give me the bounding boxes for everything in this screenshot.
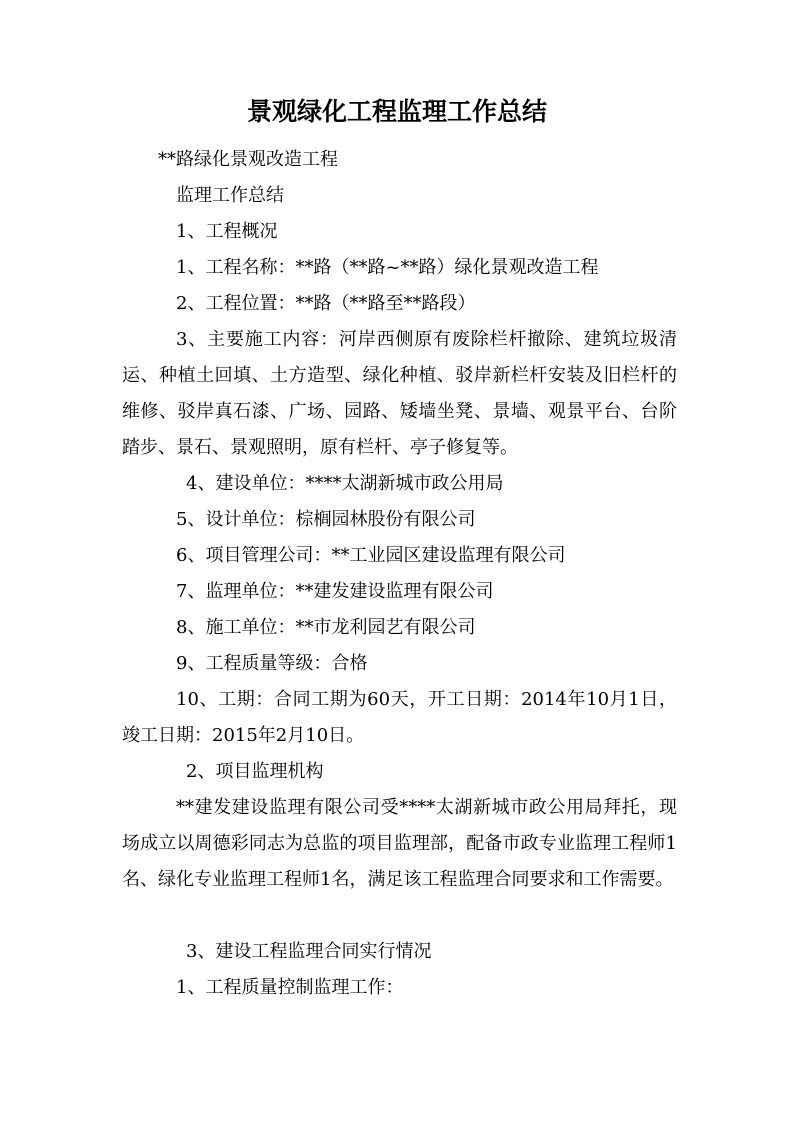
section2-heading: 2、项目监理机构 [186,761,324,782]
item-construction-unit: 8、施工单位：**市龙利园艺有限公司 [176,617,476,638]
project-name-line: **路绿化景观改造工程 [158,149,338,170]
item-supervision-unit: 7、监理单位：**建发建设监理有限公司 [176,581,494,602]
item-project-location: 2、工程位置：**路（**路至**路段） [176,293,476,314]
subtitle: 监理工作总结 [176,185,284,206]
item-quality-grade: 9、工程质量等级：合格 [176,653,368,674]
item-owner-unit: 4、建设单位：****太湖新城市政公用局 [186,473,504,494]
section3-heading: 3、建设工程监理合同实行情况 [186,941,432,962]
document-title: 景观绿化工程监理工作总结 [246,97,547,126]
section2-body: **建发建设监理有限公司受****太湖新城市政公用局拜托，现场成立以周德彩同志为总监的项目监理部，配备市政专业监理工程师1名、绿化专业监理工程师1名，满足该工程监理合同要求和工作需要。 [122,797,677,890]
item-project-name: 1、工程名称：**路（**路~**路）绿化景观改造工程 [176,257,599,278]
item-design-unit: 5、设计单位：棕榈园林股份有限公司 [176,509,476,530]
section1-heading: 1、工程概况 [176,221,278,242]
item-schedule: 10、工期：合同工期为60天，开工日期：2014年10月1日，竣工日期：2015年2月10日。 [122,689,677,746]
item-construction-content: 3、主要施工内容：河岸西侧原有废除栏杆撤除、建筑垃圾清运、种植土回填、土方造型、绿化种植、驳岸新栏杆安装及旧栏杆的维修、驳岸真石漆、广场、园路、矮墙坐凳、景墙、观景平台、台阶踏步、景石、景观照明，原有栏杆、亭子修复等。 [122,329,677,458]
item-management-company: 6、项目管理公司：**工业园区建设监理有限公司 [176,545,566,566]
section3-item1: 1、工程质量控制监理工作： [176,977,404,998]
